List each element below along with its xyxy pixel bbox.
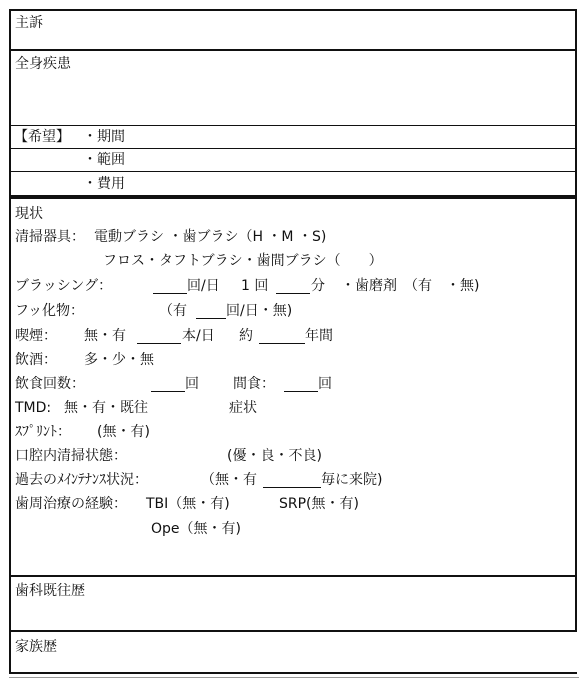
snack-blank — [284, 377, 318, 392]
current-status-section — [9, 197, 577, 577]
brushing-once: 1 回 — [241, 278, 269, 294]
wish-period-label: ・期間 — [83, 129, 125, 145]
bottom-divider — [9, 677, 579, 678]
brushing-label: ブラッシング： — [15, 278, 113, 294]
smoking-years-blank — [259, 329, 305, 344]
smoking-label: 喫煙： — [15, 328, 57, 344]
family-history-label: 家族歴 — [15, 639, 57, 655]
fluoride-close: 回/日・無) — [226, 303, 293, 319]
maintenance-open: （無・有 — [201, 472, 257, 488]
meals-blank — [151, 377, 185, 392]
brushing-per-day: 回/日 — [187, 278, 220, 294]
toothpaste: ・歯磨剤 （有 ・無) — [341, 278, 480, 294]
fluoride-blank — [196, 304, 226, 319]
dental-history-section — [9, 575, 577, 632]
wish-header: 【希望】 — [14, 129, 70, 145]
smoking-choice: 無・有 — [84, 328, 126, 344]
drinking-label: 飲酒： — [15, 352, 57, 368]
snack-unit: 回 — [318, 376, 332, 392]
dental-history-label: 歯科既往歴 — [15, 583, 85, 599]
smoking-years: 年間 — [305, 328, 333, 344]
maintenance-label: 過去のﾒｲﾝﾃﾅﾝｽ状況： — [15, 472, 148, 488]
systemic-disease-label: 全身疾患 — [15, 56, 71, 72]
splint-choice: (無・有) — [97, 424, 150, 440]
drinking-choice: 多・少・無 — [84, 352, 154, 368]
oral-hygiene-label: 口腔内清掃状態： — [15, 448, 127, 464]
family-history-section — [9, 630, 577, 674]
tmd-symptom: 症状 — [229, 400, 257, 416]
perio-label: 歯周治療の経験： — [15, 496, 127, 512]
wish-cost-label: ・費用 — [83, 176, 125, 192]
fluoride-open: （有 — [159, 303, 187, 319]
smoking-count-blank — [137, 329, 181, 344]
meals-label: 飲食回数： — [15, 376, 85, 392]
meals-unit: 回 — [185, 376, 199, 392]
splint-label: ｽﾌﾟﾘﾝﾄ： — [15, 424, 71, 440]
maintenance-blank — [263, 473, 321, 488]
brushing-count-blank — [153, 279, 187, 294]
maintenance-close: 毎に来院) — [321, 472, 383, 488]
wish-row-scope — [9, 148, 577, 172]
patient-form — [9, 9, 577, 673]
smoking-approx: 約 — [239, 328, 253, 344]
brushing-minutes: 分 — [311, 278, 325, 294]
perio-tbi: TBI（無・有) — [146, 496, 230, 512]
cleaning-tools-line1: 電動ブラシ ・歯ブラシ（H ・M ・S) — [94, 229, 327, 245]
wish-scope-label: ・範囲 — [83, 152, 125, 168]
current-status-title: 現状 — [15, 206, 43, 222]
perio-ope: Ope（無・有) — [151, 521, 241, 537]
cleaning-tools-label: 清掃器具： — [15, 229, 85, 245]
snack-label: 間食： — [233, 376, 275, 392]
oral-hygiene-choice: (優・良・不良) — [227, 448, 322, 464]
tmd-label: TMD: — [15, 400, 52, 416]
tmd-choice: 無・有・既往 — [64, 400, 148, 416]
cleaning-tools-line2: フロス・タフトブラシ・歯間ブラシ（ ） — [103, 253, 383, 269]
wish-row-period — [9, 125, 577, 149]
smoking-per-day: 本/日 — [182, 328, 215, 344]
systemic-disease-section — [9, 49, 577, 127]
fluoride-label: フッ化物： — [15, 303, 85, 319]
brushing-minutes-blank — [276, 279, 310, 294]
wish-row-cost — [9, 171, 577, 197]
perio-srp: SRP(無・有) — [279, 496, 359, 512]
chief-complaint-label: 主訴 — [15, 15, 43, 31]
chief-complaint-section — [9, 9, 577, 51]
